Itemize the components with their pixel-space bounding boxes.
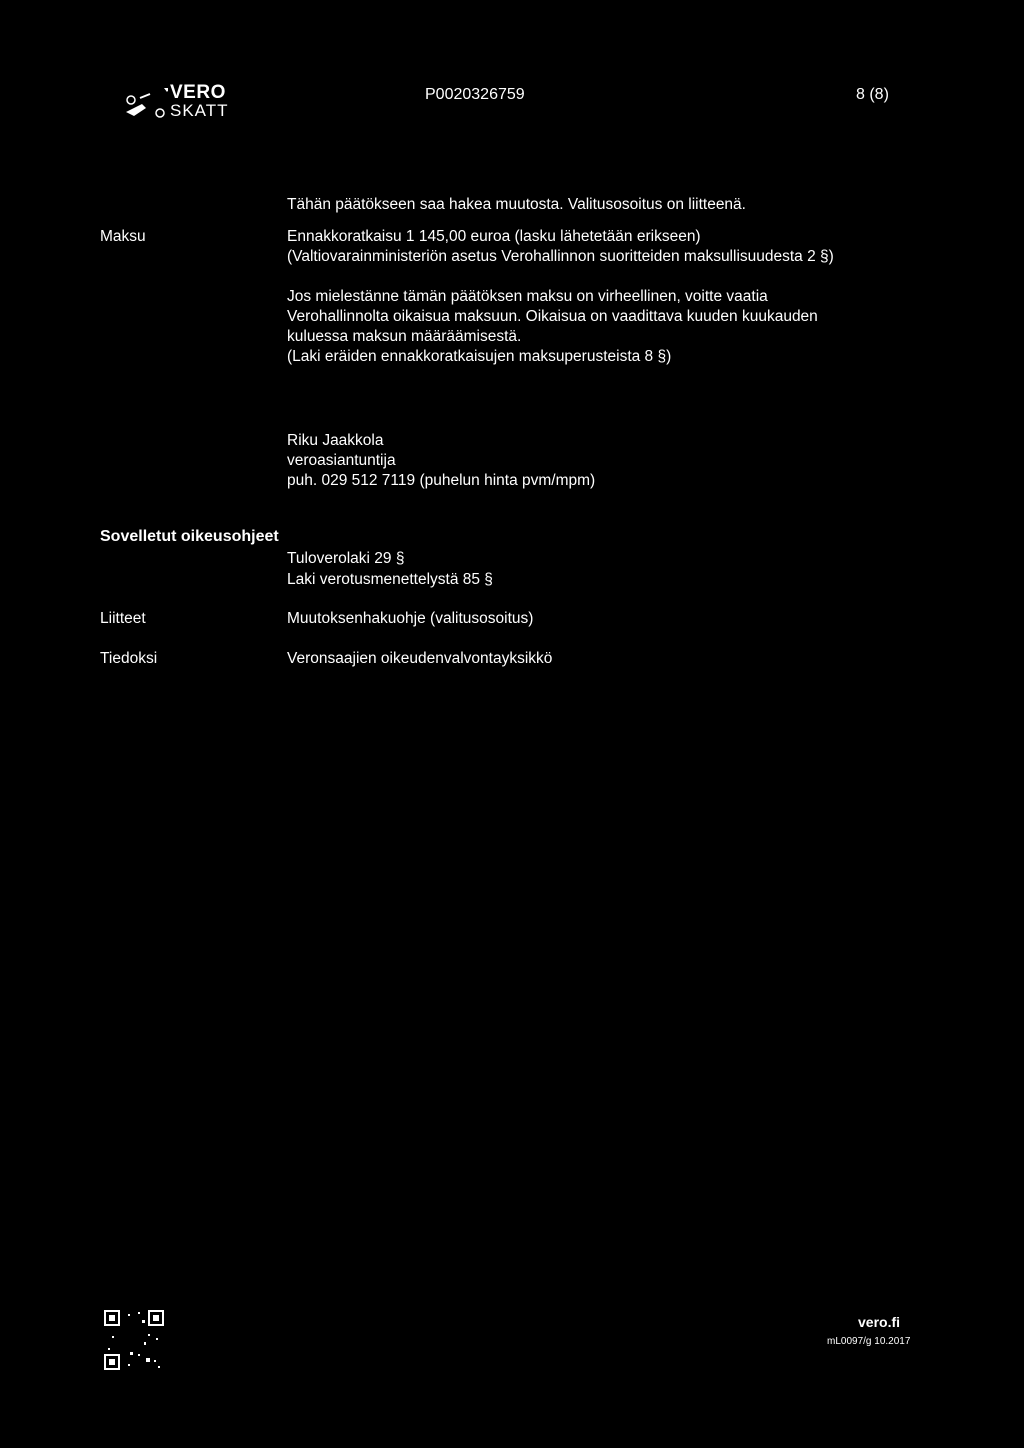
applied-provisions-label: Sovelletut oikeusohjeet xyxy=(100,528,279,545)
signature-block xyxy=(287,431,595,491)
correction-law-reference: (Laki eräiden ennakkoratkaisujen maksuperusteista 8 §) xyxy=(287,348,672,365)
logo-text-vero: VERO xyxy=(170,82,226,103)
document-id: P0020326759 xyxy=(425,86,525,103)
fee-label: Maksu xyxy=(100,228,146,245)
logo-text-skatt: SKATT xyxy=(170,101,229,120)
signer-phone: puh. 029 512 7119 (puhelun hinta pvm/mpm) xyxy=(287,472,596,489)
qr-code-icon xyxy=(104,1310,168,1374)
page-number: 8 (8) xyxy=(856,86,889,103)
attachments-value: Muutoksenhakuohje (valitusosoitus) xyxy=(287,610,534,627)
for-information-value: Veronsaajien oikeudenvalvontayksikkö xyxy=(287,650,553,667)
correction-line: Verohallinnolta oikaisua maksuun. Oikaisua on vaadittava kuuden kuukauden xyxy=(287,308,818,325)
appeal-note: Tähän päätökseen saa hakea muutosta. Valitusosoitus on liitteenä. xyxy=(287,196,746,213)
correction-line: kuluessa maksun määräämisestä. xyxy=(287,328,522,345)
fee-details xyxy=(287,227,834,267)
for-information-label: Tiedoksi xyxy=(100,650,158,667)
fee-correction-text xyxy=(287,287,818,367)
signer-name: Riku Jaakkola xyxy=(287,432,384,449)
vero-skatt-logo xyxy=(112,82,232,122)
applied-provisions-list xyxy=(287,548,493,590)
provision-item: Tuloverolaki 29 § xyxy=(287,550,405,567)
attachments-label: Liitteet xyxy=(100,610,146,627)
fee-regulation-line: (Valtiovarainministeriön asetus Verohallinnon suoritteiden maksullisuudesta 2 §) xyxy=(287,248,834,265)
qr-code xyxy=(104,1310,168,1374)
footer-form-code: mL0097/g 10.2017 xyxy=(827,1336,911,1347)
fee-line: Ennakkoratkaisu 1 145,00 euroa (lasku lähetetään erikseen) xyxy=(287,228,701,245)
signer-title: veroasiantuntija xyxy=(287,452,396,469)
footer-website: vero.fi xyxy=(858,1314,901,1330)
provision-item: Laki verotusmenettelystä 85 § xyxy=(287,571,493,588)
correction-line: Jos mielestänne tämän päätöksen maksu on virheellinen, voitte vaatia xyxy=(287,288,768,305)
tax-administration-logo-icon xyxy=(112,82,168,122)
